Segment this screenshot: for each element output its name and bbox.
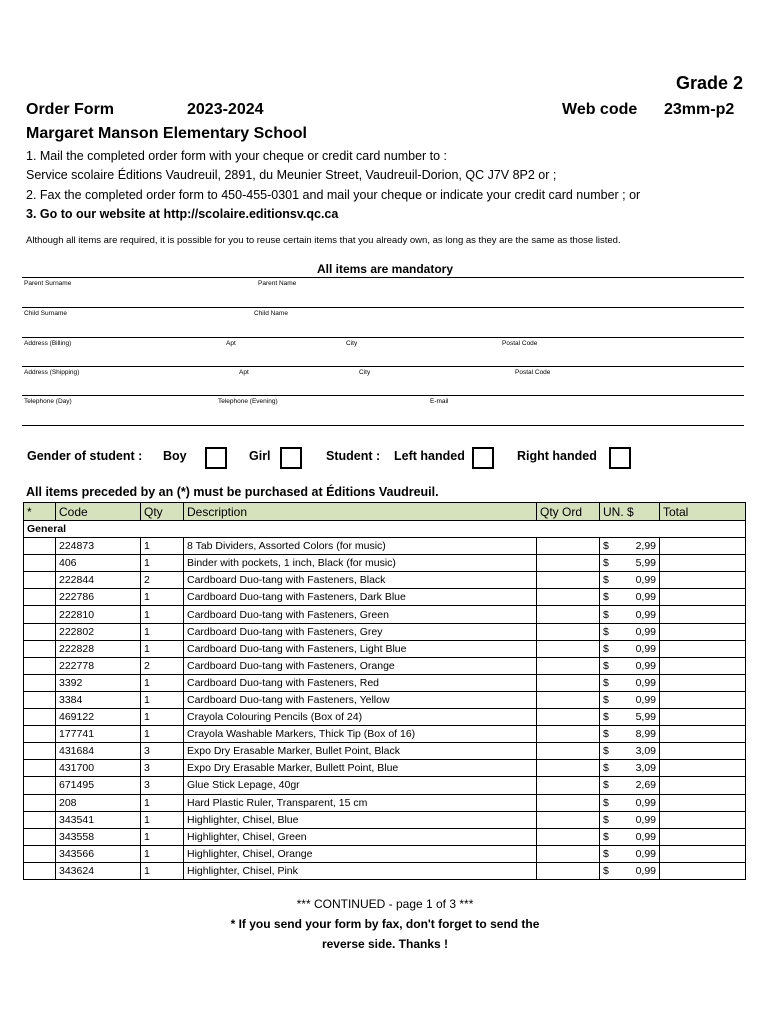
city-shipping-label: City: [359, 369, 371, 376]
table-row: [24, 606, 746, 623]
unit-price-value: 0,99: [635, 864, 656, 877]
section-general: General: [24, 521, 746, 538]
code-cell: 431684: [56, 743, 141, 760]
total-cell[interactable]: [660, 572, 746, 589]
qty-cell: 1: [141, 828, 184, 845]
column-header-unit-price: UN. $: [600, 503, 660, 521]
unit-price-value: 5,99: [635, 711, 656, 724]
qty-cell: 1: [141, 538, 184, 555]
star-cell: [24, 811, 56, 828]
currency-symbol: $: [603, 762, 609, 775]
star-cell: [24, 845, 56, 862]
total-cell[interactable]: [660, 794, 746, 811]
currency-symbol: $: [603, 813, 609, 826]
unit-price-value: 0,99: [635, 830, 656, 843]
description-cell: Crayola Colouring Pencils (Box of 24): [184, 709, 537, 726]
unit-price-cell: [600, 538, 660, 555]
unit-price-value: 0,99: [635, 574, 656, 587]
qty-ord-cell[interactable]: [537, 845, 600, 862]
currency-symbol: $: [603, 591, 609, 604]
qty-ord-cell[interactable]: [537, 555, 600, 572]
postal-billing-label: Postal Code: [502, 340, 538, 347]
table-row: [24, 845, 746, 862]
qty-cell: 1: [141, 794, 184, 811]
mandatory-heading: All items are mandatory: [316, 262, 454, 276]
unit-price-value: 2,99: [635, 540, 656, 553]
star-cell: [24, 589, 56, 606]
table-row: [24, 589, 746, 606]
star-cell: [24, 623, 56, 640]
table-row: [24, 538, 746, 555]
parent-surname-label: Parent Surname: [24, 280, 72, 287]
currency-symbol: $: [603, 796, 609, 809]
code-cell: 343624: [56, 862, 141, 879]
table-row: [24, 657, 746, 674]
apt-billing-label: Apt: [226, 340, 236, 347]
qty-ord-cell[interactable]: [537, 777, 600, 794]
currency-symbol: $: [603, 625, 609, 638]
section-row: [24, 521, 746, 538]
table-row: [24, 555, 746, 572]
description-cell: Cardboard Duo-tang with Fasteners, Red: [184, 674, 537, 691]
code-cell: 3384: [56, 691, 141, 708]
description-cell: 8 Tab Dividers, Assorted Colors (for music): [184, 538, 537, 555]
description-cell: Highlighter, Chisel, Blue: [184, 811, 537, 828]
unit-price-value: 8,99: [635, 728, 656, 741]
form-divider: [22, 277, 744, 278]
boy-checkbox[interactable]: [205, 447, 227, 469]
currency-symbol: $: [603, 659, 609, 672]
star-cell: [24, 674, 56, 691]
boy-label: Boy: [163, 449, 187, 463]
star-cell: [24, 743, 56, 760]
shipping-field-line[interactable]: [22, 395, 744, 396]
star-cell: [24, 555, 56, 572]
code-cell: 222844: [56, 572, 141, 589]
description-cell: Expo Dry Erasable Marker, Bullet Point, Black: [184, 743, 537, 760]
unit-price-cell: [600, 726, 660, 743]
child-field-line[interactable]: [22, 337, 744, 338]
qty-cell: 3: [141, 743, 184, 760]
currency-symbol: $: [603, 608, 609, 621]
column-header-qty-ord: Qty Ord: [537, 503, 600, 521]
qty-ord-cell[interactable]: [537, 538, 600, 555]
star-cell: [24, 606, 56, 623]
gender-label: Gender of student :: [27, 449, 143, 463]
code-cell: 222810: [56, 606, 141, 623]
instruction-fax: 2. Fax the completed order form to 450-455-0301 and mail your cheque or indicate your credit card number ; or: [26, 188, 641, 202]
description-cell: Cardboard Duo-tang with Fasteners, Light Blue: [184, 640, 537, 657]
instruction-address: Service scolaire Éditions Vaudreuil, 2891, du Meunier Street, Vaudreuil-Dorion, QC J7V 8P2 or ;: [26, 168, 557, 182]
unit-price-value: 0,99: [635, 591, 656, 604]
description-cell: Crayola Washable Markers, Thick Tip (Box of 16): [184, 726, 537, 743]
total-cell[interactable]: [660, 606, 746, 623]
qty-cell: 1: [141, 862, 184, 879]
qty-ord-cell[interactable]: [537, 794, 600, 811]
unit-price-cell: [600, 623, 660, 640]
code-cell: 469122: [56, 709, 141, 726]
girl-checkbox[interactable]: [280, 447, 302, 469]
child-name-label: Child Name: [254, 310, 288, 317]
description-cell: Cardboard Duo-tang with Fasteners, Dark Blue: [184, 589, 537, 606]
qty-ord-cell[interactable]: [537, 726, 600, 743]
total-cell[interactable]: [660, 538, 746, 555]
code-cell: 343541: [56, 811, 141, 828]
unit-price-value: 0,99: [635, 676, 656, 689]
qty-ord-cell[interactable]: [537, 640, 600, 657]
left-handed-label: Left handed: [394, 449, 465, 463]
star-cell: [24, 760, 56, 777]
qty-cell: 1: [141, 555, 184, 572]
table-row: [24, 640, 746, 657]
description-cell: Highlighter, Chisel, Pink: [184, 862, 537, 879]
fax-reminder-line2: reverse side. Thanks !: [321, 937, 449, 951]
code-cell: 222786: [56, 589, 141, 606]
star-cell: [24, 862, 56, 879]
code-cell: 343558: [56, 828, 141, 845]
instruction-mail: 1. Mail the completed order form with your cheque or credit card number to :: [26, 149, 448, 163]
total-cell[interactable]: [660, 640, 746, 657]
unit-price-value: 5,99: [635, 557, 656, 570]
left-handed-checkbox[interactable]: [472, 447, 494, 469]
continued-note: *** CONTINUED - page 1 of 3 ***: [296, 897, 474, 911]
table-row: [24, 862, 746, 879]
unit-price-value: 0,99: [635, 642, 656, 655]
qty-cell: 2: [141, 657, 184, 674]
qty-ord-cell[interactable]: [537, 828, 600, 845]
address-shipping-label: Address (Shipping): [24, 369, 80, 376]
unit-price-cell: [600, 640, 660, 657]
qty-cell: 1: [141, 726, 184, 743]
currency-symbol: $: [603, 779, 609, 792]
vaudreuil-note: All items preceded by an (*) must be purchased at Éditions Vaudreuil.: [26, 485, 439, 499]
grade-label: Grade 2: [676, 73, 744, 93]
qty-cell: 1: [141, 623, 184, 640]
currency-symbol: $: [603, 864, 609, 877]
parent-field-line[interactable]: [22, 307, 744, 308]
description-cell: Expo Dry Erasable Marker, Bullett Point, Blue: [184, 760, 537, 777]
currency-symbol: $: [603, 745, 609, 758]
telephone-field-line[interactable]: [22, 425, 744, 426]
currency-symbol: $: [603, 557, 609, 570]
unit-price-cell: [600, 862, 660, 879]
right-handed-label: Right handed: [517, 449, 597, 463]
code-cell: 224873: [56, 538, 141, 555]
unit-price-cell: [600, 674, 660, 691]
unit-price-value: 0,99: [635, 659, 656, 672]
total-cell[interactable]: [660, 743, 746, 760]
table-row: [24, 743, 746, 760]
qty-cell: 1: [141, 691, 184, 708]
items-table: [23, 502, 746, 880]
qty-cell: 1: [141, 709, 184, 726]
table-row: [24, 674, 746, 691]
telephone-evening-label: Telephone (Evening): [218, 398, 278, 405]
billing-field-line[interactable]: [22, 366, 744, 367]
currency-symbol: $: [603, 847, 609, 860]
qty-ord-cell[interactable]: [537, 811, 600, 828]
description-cell: Binder with pockets, 1 inch, Black (for music): [184, 555, 537, 572]
currency-symbol: $: [603, 676, 609, 689]
qty-ord-cell[interactable]: [537, 674, 600, 691]
column-header-description: Description: [184, 503, 537, 521]
unit-price-value: 0,99: [635, 693, 656, 706]
unit-price-cell: [600, 845, 660, 862]
web-code: 23mm-p2: [664, 101, 735, 118]
qty-ord-cell[interactable]: [537, 589, 600, 606]
star-cell: [24, 794, 56, 811]
total-cell[interactable]: [660, 589, 746, 606]
unit-price-cell: [600, 811, 660, 828]
description-cell: Highlighter, Chisel, Orange: [184, 845, 537, 862]
qty-cell: 1: [141, 589, 184, 606]
total-cell[interactable]: [660, 726, 746, 743]
code-cell: 431700: [56, 760, 141, 777]
girl-label: Girl: [249, 449, 271, 463]
currency-symbol: $: [603, 728, 609, 741]
table-row: [24, 726, 746, 743]
qty-cell: 1: [141, 845, 184, 862]
code-cell: 343566: [56, 845, 141, 862]
qty-cell: 3: [141, 777, 184, 794]
qty-cell: 2: [141, 572, 184, 589]
unit-price-cell: [600, 709, 660, 726]
parent-name-label: Parent Name: [258, 280, 297, 287]
unit-price-value: 3,09: [635, 745, 656, 758]
description-cell: Glue Stick Lepage, 40gr: [184, 777, 537, 794]
qty-ord-cell[interactable]: [537, 623, 600, 640]
total-cell[interactable]: [660, 555, 746, 572]
table-row: [24, 623, 746, 640]
city-billing-label: City: [346, 340, 358, 347]
unit-price-value: 0,99: [635, 813, 656, 826]
table-row: [24, 572, 746, 589]
child-surname-label: Child Surname: [24, 310, 67, 317]
currency-symbol: $: [603, 830, 609, 843]
star-cell: [24, 777, 56, 794]
code-cell: 3392: [56, 674, 141, 691]
qty-cell: 1: [141, 674, 184, 691]
star-cell: [24, 828, 56, 845]
qty-ord-cell[interactable]: [537, 691, 600, 708]
unit-price-cell: [600, 794, 660, 811]
unit-price-value: 3,09: [635, 762, 656, 775]
description-cell: Cardboard Duo-tang with Fasteners, Black: [184, 572, 537, 589]
unit-price-cell: [600, 555, 660, 572]
unit-price-value: 2,69: [635, 779, 656, 792]
total-cell[interactable]: [660, 691, 746, 708]
instruction-website: 3. Go to our website at http://scolaire.editionsv.qc.ca: [26, 207, 339, 221]
qty-ord-cell[interactable]: [537, 657, 600, 674]
reuse-note: Although all items are required, it is possible for you to reuse certain items that you already own, as long as they are the same as those listed.: [26, 235, 621, 246]
qty-cell: 3: [141, 760, 184, 777]
star-cell: [24, 709, 56, 726]
star-cell: [24, 726, 56, 743]
unit-price-cell: [600, 589, 660, 606]
unit-price-cell: [600, 572, 660, 589]
unit-price-value: 0,99: [635, 608, 656, 621]
description-cell: Hard Plastic Ruler, Transparent, 15 cm: [184, 794, 537, 811]
qty-ord-cell[interactable]: [537, 743, 600, 760]
student-label: Student :: [326, 449, 381, 463]
form-title: Order Form: [26, 101, 115, 118]
school-name: Margaret Manson Elementary School: [26, 125, 307, 142]
table-row: [24, 794, 746, 811]
code-cell: 406: [56, 555, 141, 572]
table-row: [24, 828, 746, 845]
unit-price-cell: [600, 777, 660, 794]
currency-symbol: $: [603, 540, 609, 553]
description-cell: Highlighter, Chisel, Green: [184, 828, 537, 845]
total-cell[interactable]: [660, 845, 746, 862]
unit-price-value: 0,99: [635, 847, 656, 860]
qty-ord-cell[interactable]: [537, 862, 600, 879]
qty-cell: 1: [141, 640, 184, 657]
table-row: [24, 691, 746, 708]
qty-ord-cell[interactable]: [537, 709, 600, 726]
total-cell[interactable]: [660, 657, 746, 674]
column-header-code: Code: [56, 503, 141, 521]
telephone-day-label: Telephone (Day): [24, 398, 72, 405]
unit-price-cell: [600, 828, 660, 845]
unit-price-cell: [600, 743, 660, 760]
description-cell: Cardboard Duo-tang with Fasteners, Orange: [184, 657, 537, 674]
unit-price-value: 0,99: [635, 796, 656, 809]
currency-symbol: $: [603, 693, 609, 706]
total-cell[interactable]: [660, 777, 746, 794]
qty-ord-cell[interactable]: [537, 606, 600, 623]
star-cell: [24, 691, 56, 708]
code-cell: 222828: [56, 640, 141, 657]
column-header-total: Total: [660, 503, 746, 521]
code-cell: 208: [56, 794, 141, 811]
code-cell: 222778: [56, 657, 141, 674]
qty-cell: 1: [141, 811, 184, 828]
total-cell[interactable]: [660, 623, 746, 640]
unit-price-cell: [600, 691, 660, 708]
right-handed-checkbox[interactable]: [609, 447, 631, 469]
code-cell: 177741: [56, 726, 141, 743]
unit-price-cell: [600, 657, 660, 674]
total-cell[interactable]: [660, 709, 746, 726]
postal-shipping-label: Postal Code: [515, 369, 551, 376]
table-row: [24, 777, 746, 794]
total-cell[interactable]: [660, 862, 746, 879]
school-year: 2023-2024: [187, 101, 264, 118]
currency-symbol: $: [603, 711, 609, 724]
currency-symbol: $: [603, 642, 609, 655]
table-row: [24, 760, 746, 777]
description-cell: Cardboard Duo-tang with Fasteners, Green: [184, 606, 537, 623]
table-header-row: [24, 503, 746, 521]
total-cell[interactable]: [660, 811, 746, 828]
email-label: E-mail: [430, 398, 449, 405]
total-cell[interactable]: [660, 674, 746, 691]
description-cell: Cardboard Duo-tang with Fasteners, Yellow: [184, 691, 537, 708]
description-cell: Cardboard Duo-tang with Fasteners, Grey: [184, 623, 537, 640]
code-cell: 671495: [56, 777, 141, 794]
fax-reminder-line1: * If you send your form by fax, don't forget to send the: [230, 917, 540, 931]
qty-ord-cell[interactable]: [537, 760, 600, 777]
unit-price-cell: [600, 760, 660, 777]
currency-symbol: $: [603, 574, 609, 587]
unit-price-cell: [600, 606, 660, 623]
code-cell: 222802: [56, 623, 141, 640]
unit-price-value: 0,99: [635, 625, 656, 638]
total-cell[interactable]: [660, 828, 746, 845]
star-cell: [24, 538, 56, 555]
star-cell: [24, 657, 56, 674]
qty-ord-cell[interactable]: [537, 572, 600, 589]
star-cell: [24, 640, 56, 657]
qty-cell: 1: [141, 606, 184, 623]
table-row: [24, 811, 746, 828]
star-cell: [24, 572, 56, 589]
address-billing-label: Address (Billing): [24, 340, 72, 347]
total-cell[interactable]: [660, 760, 746, 777]
apt-shipping-label: Apt: [239, 369, 249, 376]
column-header-qty: Qty: [141, 503, 184, 521]
table-row: [24, 709, 746, 726]
web-code-label: Web code: [562, 101, 638, 118]
column-header-star: *: [24, 503, 56, 521]
